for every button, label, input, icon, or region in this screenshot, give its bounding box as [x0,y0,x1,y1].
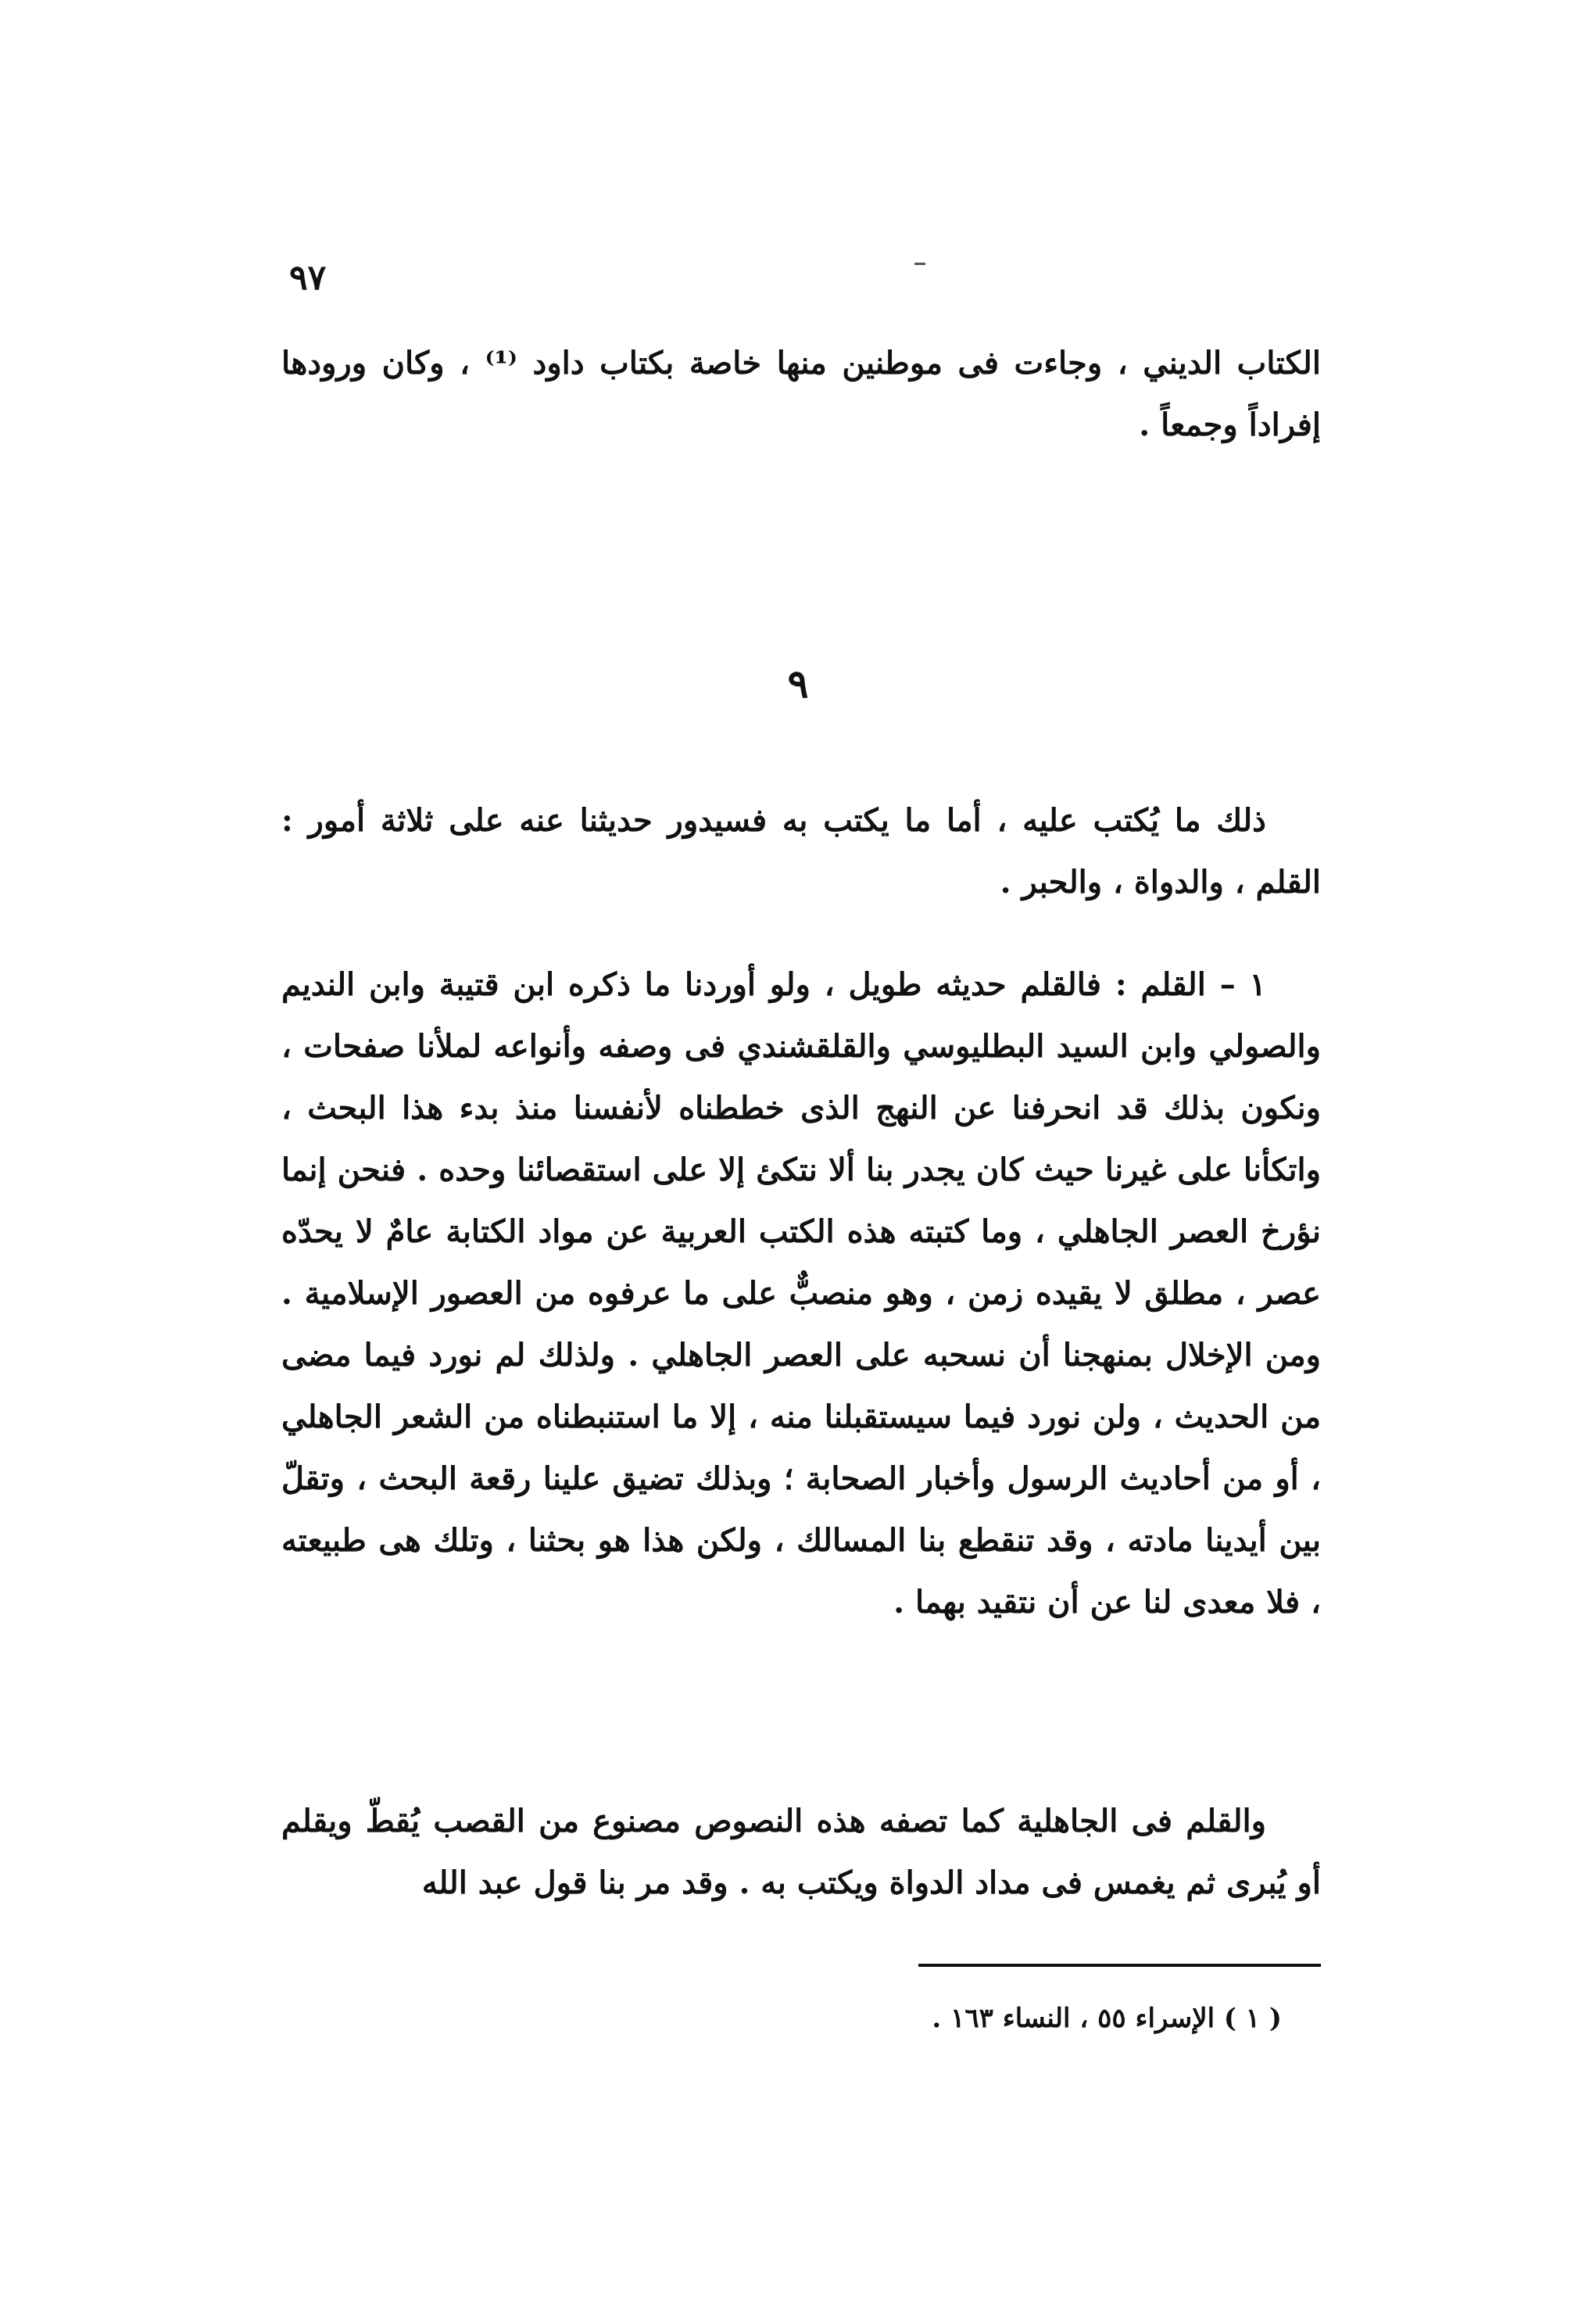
stray-ink-mark [914,263,925,265]
paragraph-writing-tools: ذلك ما يُكتب عليه ، أما ما يكتب به فسيدور حديثنا عنه على ثلاثة أمور : القلم ، والدواة ، والحبر . [281,802,1321,901]
paragraph-pen: ١ – القلم : فالقلم حديثه طويل ، ولو أوردنا ما ذكره ابن قتيبة وابن النديم والصولي وابن السيد البطليوسي والقلقشندي فى وصفه وأنواعه لملأنا صفحات ، ونكون بذلك قد انحرفنا عن النهج الذى خططناه لأنفسنا منذ بدء هذا البحث ، واتكأنا على غيرنا حيث كان يجدر بنا ألا نتكئ إلا على استقصائنا وحده . فنحن إنما نؤرخ العصر الجاهلي ، وما كتبته هذه الكتب العربية عن مواد الكتابة عامٌ لا يحدّه عصر ، مطلق لا يقيده زمن ، وهو منصبٌّ على ما عرفوه من العصور الإسلامية . ومن الإخلال بمنهجنا أن نسحبه على العصر الجاهلي . ولذلك لم نورد فيما مضى من الحديث ، ولن نورد فيما سيستقبلنا منه ، إلا ما استنبطناه من الشعر الجاهلي ، أو من أحاديث الرسول وأخبار الصحابة ؛ وبذلك تضيق علينا رقعة البحث ، وتقلّ بين أيدينا مادته ، وقد تنقطع بنا المسالك ، ولكن هذا هو بحثنا ، وتلك هى طبيعته ، فلا معدى لنا عن أن نتقيد بهما . [281,966,1321,1621]
section-number: ٩ [787,661,809,707]
footnote-divider [918,1964,1321,1967]
page-number: ٩٧ [289,258,327,298]
footnote: ( ١ ) الإسراء ٥٥ ، النساء ١٦٣ . [932,2003,1282,2034]
intro-paragraph: الكتاب الديني ، وجاءت فى موطنين منها خاصة بكتاب داود ⁽¹⁾ ، وكان ورودها إفراداً وجمعاً . [281,345,1321,443]
paragraph-pen-in-jahiliyya: والقلم فى الجاهلية كما تصفه هذه النصوص مصنوع من القصب يُقطّ ويقلم أو يُبرى ثم يغمس فى مداد الدواة ويكتب به . وقد مر بنا قول عبد الله [281,1803,1321,1901]
